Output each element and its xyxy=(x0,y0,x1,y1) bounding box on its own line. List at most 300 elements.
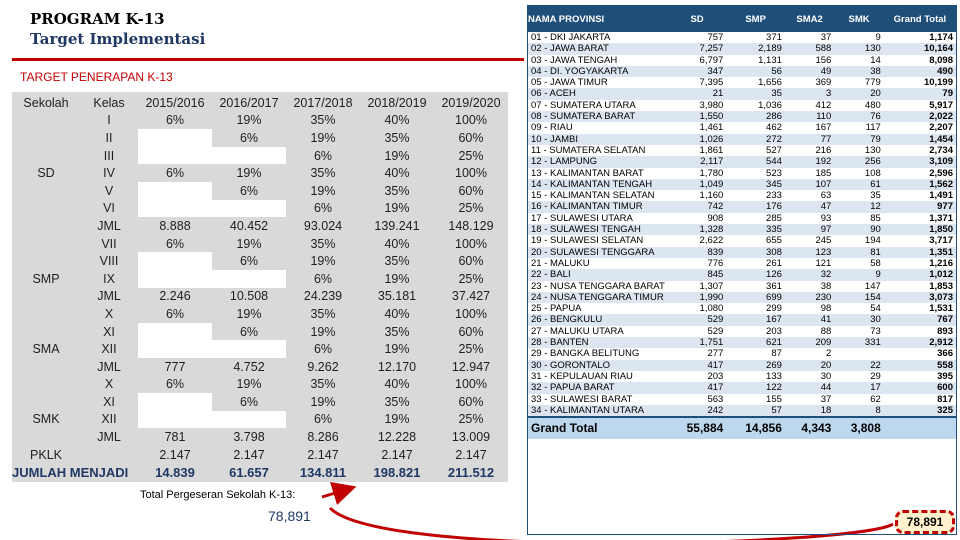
province-name-cell: 05 - JAWA TIMUR xyxy=(528,77,668,88)
province-value-cell: 1,026 xyxy=(668,134,727,145)
province-value-cell: 21 xyxy=(668,88,727,99)
target-cell: 40% xyxy=(384,377,410,392)
table-row xyxy=(528,43,956,54)
province-value-cell: 230 xyxy=(785,292,834,303)
province-value-cell: 9 xyxy=(834,32,883,43)
province-value-cell: 90 xyxy=(834,224,883,235)
province-value-cell: 2 xyxy=(785,348,834,359)
province-value-cell: 9 xyxy=(834,269,883,280)
class-cell: JML xyxy=(97,359,121,374)
province-value-cell: 2,622 xyxy=(668,235,727,246)
province-value-cell: 156 xyxy=(785,55,834,66)
province-value-cell: 73 xyxy=(834,326,883,337)
province-value-cell: 417 xyxy=(668,360,727,371)
table-row xyxy=(528,179,956,190)
target-header-cell: Kelas xyxy=(93,95,125,110)
class-cell: VI xyxy=(103,201,115,216)
province-value-cell: 269 xyxy=(726,360,785,371)
province-value-cell: 76 xyxy=(834,111,883,122)
province-value-cell: 37 xyxy=(785,394,834,405)
target-cell: 4.752 xyxy=(233,359,265,374)
grand-total-cell: 14,856 xyxy=(726,417,785,439)
target-cell: 35% xyxy=(384,130,410,145)
province-value-cell: 167 xyxy=(785,122,834,133)
province-value-cell: 2,734 xyxy=(884,145,956,156)
target-cell: 6% xyxy=(165,236,185,251)
province-value-cell: 2,117 xyxy=(668,156,727,167)
target-cell: 19% xyxy=(310,183,336,198)
target-cell: 19% xyxy=(236,377,262,392)
target-cell: 10.508 xyxy=(229,289,269,304)
table-row xyxy=(528,77,956,88)
province-value-cell: 3,109 xyxy=(884,156,956,167)
province-value-cell: 655 xyxy=(726,235,785,246)
province-value-cell: 6,797 xyxy=(668,55,727,66)
province-header-cell: SMA2 xyxy=(785,6,834,32)
province-table-header xyxy=(528,6,956,32)
target-cell: 19% xyxy=(236,113,262,128)
province-name-cell: 32 - PAPUA BARAT xyxy=(528,382,668,393)
target-cell: 6% xyxy=(313,201,333,216)
grand-total-cell: 55,884 xyxy=(668,417,727,439)
target-cell: 100% xyxy=(455,377,487,392)
target-cell: 6% xyxy=(239,183,259,198)
province-value-cell: 272 xyxy=(726,134,785,145)
table-row xyxy=(528,348,956,359)
target-cell: 100% xyxy=(455,166,487,181)
province-header-cell: Grand Total xyxy=(884,6,956,32)
province-value-cell: 2,207 xyxy=(884,122,956,133)
province-value-cell: 117 xyxy=(834,122,883,133)
target-cell: 25% xyxy=(458,148,484,163)
class-cell: IX xyxy=(103,271,115,286)
page-title: PROGRAM K-13 xyxy=(30,10,165,28)
province-name-cell: 27 - MALUKU UTARA xyxy=(528,326,668,337)
province-value-cell: 462 xyxy=(726,122,785,133)
province-name-cell: 14 - KALIMANTAN TENGAH xyxy=(528,179,668,190)
province-value-cell: 38 xyxy=(834,66,883,77)
province-value-cell: 79 xyxy=(884,88,956,99)
table-row xyxy=(528,156,956,167)
province-value-cell: 1,461 xyxy=(668,122,727,133)
province-name-cell: 13 - KALIMANTAN BARAT xyxy=(528,168,668,179)
province-name-cell: 07 - SUMATERA UTARA xyxy=(528,100,668,111)
province-value-cell: 30 xyxy=(834,314,883,325)
target-cell: 6% xyxy=(239,254,259,269)
class-cell: I xyxy=(107,113,111,128)
province-value-cell: 1,751 xyxy=(668,337,727,348)
school-level-cell: SD xyxy=(37,166,55,181)
province-value-cell: 2,022 xyxy=(884,111,956,122)
target-header-cell: 2017/2018 xyxy=(293,95,353,110)
target-cell: 6% xyxy=(313,271,333,286)
grand-total-label: Grand Total xyxy=(528,417,668,439)
table-row xyxy=(528,122,956,133)
target-cell: 19% xyxy=(310,394,336,409)
target-cell: 148.129 xyxy=(448,218,494,233)
province-value-cell: 209 xyxy=(785,337,834,348)
province-name-cell: 34 - KALIMANTAN UTARA xyxy=(528,405,668,417)
province-value-cell: 3 xyxy=(785,88,834,99)
province-value-cell: 1,307 xyxy=(668,281,727,292)
province-value-cell: 529 xyxy=(668,314,727,325)
province-value-cell: 1,160 xyxy=(668,190,727,201)
province-value-cell: 41 xyxy=(785,314,834,325)
province-value-cell: 85 xyxy=(834,213,883,224)
class-cell: X xyxy=(104,306,114,321)
province-value-cell: 121 xyxy=(785,258,834,269)
province-value-cell: 30 xyxy=(785,371,834,382)
province-value-cell: 299 xyxy=(726,303,785,314)
class-cell: JML xyxy=(97,430,121,445)
province-value-cell: 63 xyxy=(785,190,834,201)
target-header-cell: 2016/2017 xyxy=(219,95,279,110)
target-header-cell: 2019/2020 xyxy=(441,95,501,110)
target-cell: 19% xyxy=(310,254,336,269)
province-name-cell: 16 - KALIMANTAN TIMUR xyxy=(528,201,668,212)
province-value-cell: 79 xyxy=(834,134,883,145)
target-cell: 777 xyxy=(164,359,186,374)
province-value-cell: 331 xyxy=(834,337,883,348)
province-value-cell: 908 xyxy=(668,213,727,224)
target-cell: 40.452 xyxy=(229,218,269,233)
table-row xyxy=(528,100,956,111)
school-level-cell: SMK xyxy=(32,412,60,427)
target-cell: 40% xyxy=(384,236,410,251)
province-value-cell: 371 xyxy=(726,32,785,43)
table-row xyxy=(528,326,956,337)
table-row xyxy=(528,269,956,280)
target-cell: 100% xyxy=(455,236,487,251)
province-value-cell: 1,216 xyxy=(884,258,956,269)
province-value-cell: 527 xyxy=(726,145,785,156)
province-value-cell: 369 xyxy=(785,77,834,88)
province-value-cell: 192 xyxy=(785,156,834,167)
target-cell: 3.798 xyxy=(233,430,265,445)
table-row xyxy=(528,360,956,371)
province-value-cell: 245 xyxy=(785,235,834,246)
target-cell: 2.147 xyxy=(233,447,265,462)
grand-total-row xyxy=(528,417,956,439)
province-value-cell: 347 xyxy=(668,66,727,77)
target-cell: 9.262 xyxy=(307,359,339,374)
province-value-cell: 767 xyxy=(884,314,956,325)
total-label: JUMLAH MENJADI xyxy=(12,464,129,480)
province-table xyxy=(528,6,956,439)
province-value-cell: 757 xyxy=(668,32,727,43)
province-value-cell: 147 xyxy=(834,281,883,292)
target-cell: 2.246 xyxy=(159,289,191,304)
province-name-cell: 09 - RIAU xyxy=(528,122,668,133)
province-value-cell: 32 xyxy=(785,269,834,280)
province-value-cell: 1,780 xyxy=(668,168,727,179)
target-cell: 40% xyxy=(384,113,410,128)
target-cell: 35% xyxy=(310,306,336,321)
province-value-cell: 361 xyxy=(726,281,785,292)
province-value-cell: 286 xyxy=(726,111,785,122)
table-row xyxy=(528,55,956,66)
school-level-cell: PKLK xyxy=(30,447,62,462)
province-value-cell: 14 xyxy=(834,55,883,66)
province-value-cell: 87 xyxy=(726,348,785,359)
province-name-cell: 22 - BALI xyxy=(528,269,668,280)
province-name-cell: 26 - BENGKULU xyxy=(528,314,668,325)
province-value-cell: 1,012 xyxy=(884,269,956,280)
province-value-cell: 130 xyxy=(834,43,883,54)
province-value-cell: 88 xyxy=(785,326,834,337)
province-name-cell: 11 - SUMATERA SELATAN xyxy=(528,145,668,156)
province-value-cell: 242 xyxy=(668,405,727,417)
province-name-cell: 23 - NUSA TENGGARA BARAT xyxy=(528,281,668,292)
province-header-cell: SMP xyxy=(726,6,785,32)
province-value-cell: 61 xyxy=(834,179,883,190)
province-name-cell: 31 - KEPULAUAN RIAU xyxy=(528,371,668,382)
class-cell: V xyxy=(104,183,114,198)
province-value-cell: 308 xyxy=(726,247,785,258)
table-row xyxy=(528,201,956,212)
province-value-cell: 1,562 xyxy=(884,179,956,190)
target-cell: 6% xyxy=(165,113,185,128)
target-cell: 6% xyxy=(239,130,259,145)
province-header-cell: SMK xyxy=(834,6,883,32)
province-value-cell: 44 xyxy=(785,382,834,393)
target-cell: 8.286 xyxy=(307,430,339,445)
target-cell: 60% xyxy=(458,324,484,339)
province-name-cell: 30 - GORONTALO xyxy=(528,360,668,371)
province-value-cell: 133 xyxy=(726,371,785,382)
province-value-cell: 2,912 xyxy=(884,337,956,348)
province-value-cell: 97 xyxy=(785,224,834,235)
target-cell: 12.947 xyxy=(451,359,491,374)
province-value-cell: 529 xyxy=(668,326,727,337)
province-value-cell: 335 xyxy=(726,224,785,235)
province-value-cell: 839 xyxy=(668,247,727,258)
province-value-cell: 699 xyxy=(726,292,785,303)
province-name-cell: 12 - LAMPUNG xyxy=(528,156,668,167)
province-value-cell: 1,351 xyxy=(884,247,956,258)
province-value-cell: 563 xyxy=(668,394,727,405)
province-value-cell: 203 xyxy=(668,371,727,382)
target-cell: 6% xyxy=(165,306,185,321)
province-value-cell: 18 xyxy=(785,405,834,417)
target-cell: 35% xyxy=(384,394,410,409)
province-name-cell: 25 - PAPUA xyxy=(528,303,668,314)
province-value-cell: 233 xyxy=(726,190,785,201)
province-value-cell: 285 xyxy=(726,213,785,224)
target-cell: 781 xyxy=(164,430,186,445)
province-name-cell: 10 - JAMBI xyxy=(528,134,668,145)
class-cell: X xyxy=(104,377,114,392)
target-cell: 35% xyxy=(384,183,410,198)
table-row xyxy=(528,371,956,382)
target-cell: 6% xyxy=(313,412,333,427)
target-cell: 19% xyxy=(384,148,410,163)
province-value-cell: 2,596 xyxy=(884,168,956,179)
province-value-cell: 1,174 xyxy=(884,32,956,43)
class-cell: JML xyxy=(97,289,121,304)
province-value-cell: 1,036 xyxy=(726,100,785,111)
province-value-cell: 57 xyxy=(726,405,785,417)
province-value-cell: 742 xyxy=(668,201,727,212)
arrow-to-total xyxy=(322,490,345,497)
province-value-cell: 600 xyxy=(884,382,956,393)
province-value-cell: 261 xyxy=(726,258,785,269)
target-cell: 35% xyxy=(310,377,336,392)
province-name-cell: 33 - SULAWESI BARAT xyxy=(528,394,668,405)
target-cell: 8.888 xyxy=(159,218,191,233)
target-cell: 12.228 xyxy=(377,430,417,445)
province-value-cell: 1,853 xyxy=(884,281,956,292)
province-value-cell: 1,328 xyxy=(668,224,727,235)
province-value-cell: 893 xyxy=(884,326,956,337)
province-value-cell: 122 xyxy=(726,382,785,393)
target-cell: 25% xyxy=(458,201,484,216)
table-row xyxy=(528,303,956,314)
class-cell: JML xyxy=(97,218,121,233)
school-level-cell: SMP xyxy=(32,271,60,286)
class-cell: II xyxy=(105,130,113,145)
province-value-cell: 17 xyxy=(834,382,883,393)
province-value-cell: 185 xyxy=(785,168,834,179)
pergeseran-label: Total Pergeseran Sekolah K-13: xyxy=(140,489,296,501)
total-value-cell: 211.512 xyxy=(447,464,495,480)
province-value-cell: 38 xyxy=(785,281,834,292)
province-value-cell: 8 xyxy=(834,405,883,417)
total-value-cell: 134.811 xyxy=(299,464,347,480)
province-value-cell: 110 xyxy=(785,111,834,122)
target-cell: 19% xyxy=(236,236,262,251)
class-cell: VII xyxy=(101,236,117,251)
target-cell: 13.009 xyxy=(451,430,491,445)
province-value-cell: 123 xyxy=(785,247,834,258)
province-value-cell: 544 xyxy=(726,156,785,167)
target-cell: 12.170 xyxy=(377,359,417,374)
table-row xyxy=(528,281,956,292)
province-value-cell: 977 xyxy=(884,201,956,212)
province-value-cell: 1,656 xyxy=(726,77,785,88)
total-value-cell: 198.821 xyxy=(373,464,421,480)
province-value-cell: 1,550 xyxy=(668,111,727,122)
province-value-cell: 93 xyxy=(785,213,834,224)
target-cell: 35.181 xyxy=(377,289,417,304)
target-cell: 60% xyxy=(458,254,484,269)
target-header-cell: 2018/2019 xyxy=(367,95,427,110)
target-cell: 2.147 xyxy=(381,447,413,462)
target-cell: 19% xyxy=(310,130,336,145)
target-cell: 35% xyxy=(384,254,410,269)
grand-total-cell: 4,343 xyxy=(785,417,834,439)
grand-total-cell: 3,808 xyxy=(834,417,883,439)
province-value-cell: 817 xyxy=(884,394,956,405)
province-name-cell: 15 - KALIMANTAN SELATAN xyxy=(528,190,668,201)
table-row xyxy=(528,314,956,325)
province-value-cell: 7,395 xyxy=(668,77,727,88)
province-value-cell: 203 xyxy=(726,326,785,337)
province-value-cell: 12 xyxy=(834,201,883,212)
arrow-to-grand-total xyxy=(330,508,893,540)
table-row xyxy=(528,66,956,77)
province-name-cell: 02 - JAWA BARAT xyxy=(528,43,668,54)
grand-total-cell xyxy=(884,417,956,439)
target-cell: 6% xyxy=(165,166,185,181)
province-name-cell: 24 - NUSA TENGGARA TIMUR xyxy=(528,292,668,303)
grand-total-highlight-value: 78,891 xyxy=(906,515,944,529)
total-value-cell: 61.657 xyxy=(229,464,269,480)
province-value-cell: 20 xyxy=(834,88,883,99)
target-cell: 60% xyxy=(458,394,484,409)
table-row xyxy=(528,247,956,258)
province-value-cell: 62 xyxy=(834,394,883,405)
target-cell: 2.147 xyxy=(159,447,191,462)
province-value-cell: 1,371 xyxy=(884,213,956,224)
province-name-cell: 29 - BANGKA BELITUNG xyxy=(528,348,668,359)
province-value-cell: 20 xyxy=(785,360,834,371)
target-cell: 139.241 xyxy=(374,218,420,233)
province-value-cell: 77 xyxy=(785,134,834,145)
target-cell: 6% xyxy=(313,148,333,163)
province-value-cell: 256 xyxy=(834,156,883,167)
table-row xyxy=(528,258,956,269)
table-row xyxy=(528,88,956,99)
target-cell: 93.024 xyxy=(303,218,343,233)
target-cell: 19% xyxy=(236,306,262,321)
target-cell: 100% xyxy=(455,113,487,128)
province-name-cell: 03 - JAWA TENGAH xyxy=(528,55,668,66)
province-value-cell: 3,980 xyxy=(668,100,727,111)
province-value-cell: 845 xyxy=(668,269,727,280)
target-cell: 19% xyxy=(384,412,410,427)
province-value-cell: 10,164 xyxy=(884,43,956,54)
province-value-cell: 395 xyxy=(884,371,956,382)
province-value-cell: 10,199 xyxy=(884,77,956,88)
target-cell: 35% xyxy=(310,113,336,128)
target-cell: 25% xyxy=(458,412,484,427)
class-cell: III xyxy=(103,148,115,163)
table-row xyxy=(528,168,956,179)
target-cell: 25% xyxy=(458,342,484,357)
province-value-cell: 776 xyxy=(668,258,727,269)
province-value-cell: 167 xyxy=(726,314,785,325)
target-header-cell: Sekolah xyxy=(23,95,69,110)
province-value-cell: 194 xyxy=(834,235,883,246)
province-value-cell: 3,717 xyxy=(884,235,956,246)
province-value-cell: 47 xyxy=(785,201,834,212)
province-value-cell: 1,454 xyxy=(884,134,956,145)
table-row xyxy=(528,111,956,122)
province-header-cell: SD xyxy=(668,6,727,32)
province-value-cell: 3,073 xyxy=(884,292,956,303)
province-header-cell: NAMA PROVINSI xyxy=(528,6,668,32)
province-value-cell: 1,131 xyxy=(726,55,785,66)
province-value-cell: 1,491 xyxy=(884,190,956,201)
province-value-cell: 130 xyxy=(834,145,883,156)
target-cell: 6% xyxy=(239,394,259,409)
target-cell: 2.147 xyxy=(455,447,487,462)
province-value-cell: 7,257 xyxy=(668,43,727,54)
province-value-cell: 1,850 xyxy=(884,224,956,235)
province-value-cell: 779 xyxy=(834,77,883,88)
grand-total-highlight xyxy=(895,510,955,534)
province-value-cell: 107 xyxy=(785,179,834,190)
province-value-cell: 490 xyxy=(884,66,956,77)
target-cell: 40% xyxy=(384,306,410,321)
pergeseran-value: 78,891 xyxy=(268,508,311,524)
target-cell: 6% xyxy=(165,377,185,392)
table-row xyxy=(528,382,956,393)
province-value-cell: 37 xyxy=(785,32,834,43)
province-value-cell: 345 xyxy=(726,179,785,190)
class-cell: VIII xyxy=(99,254,119,269)
